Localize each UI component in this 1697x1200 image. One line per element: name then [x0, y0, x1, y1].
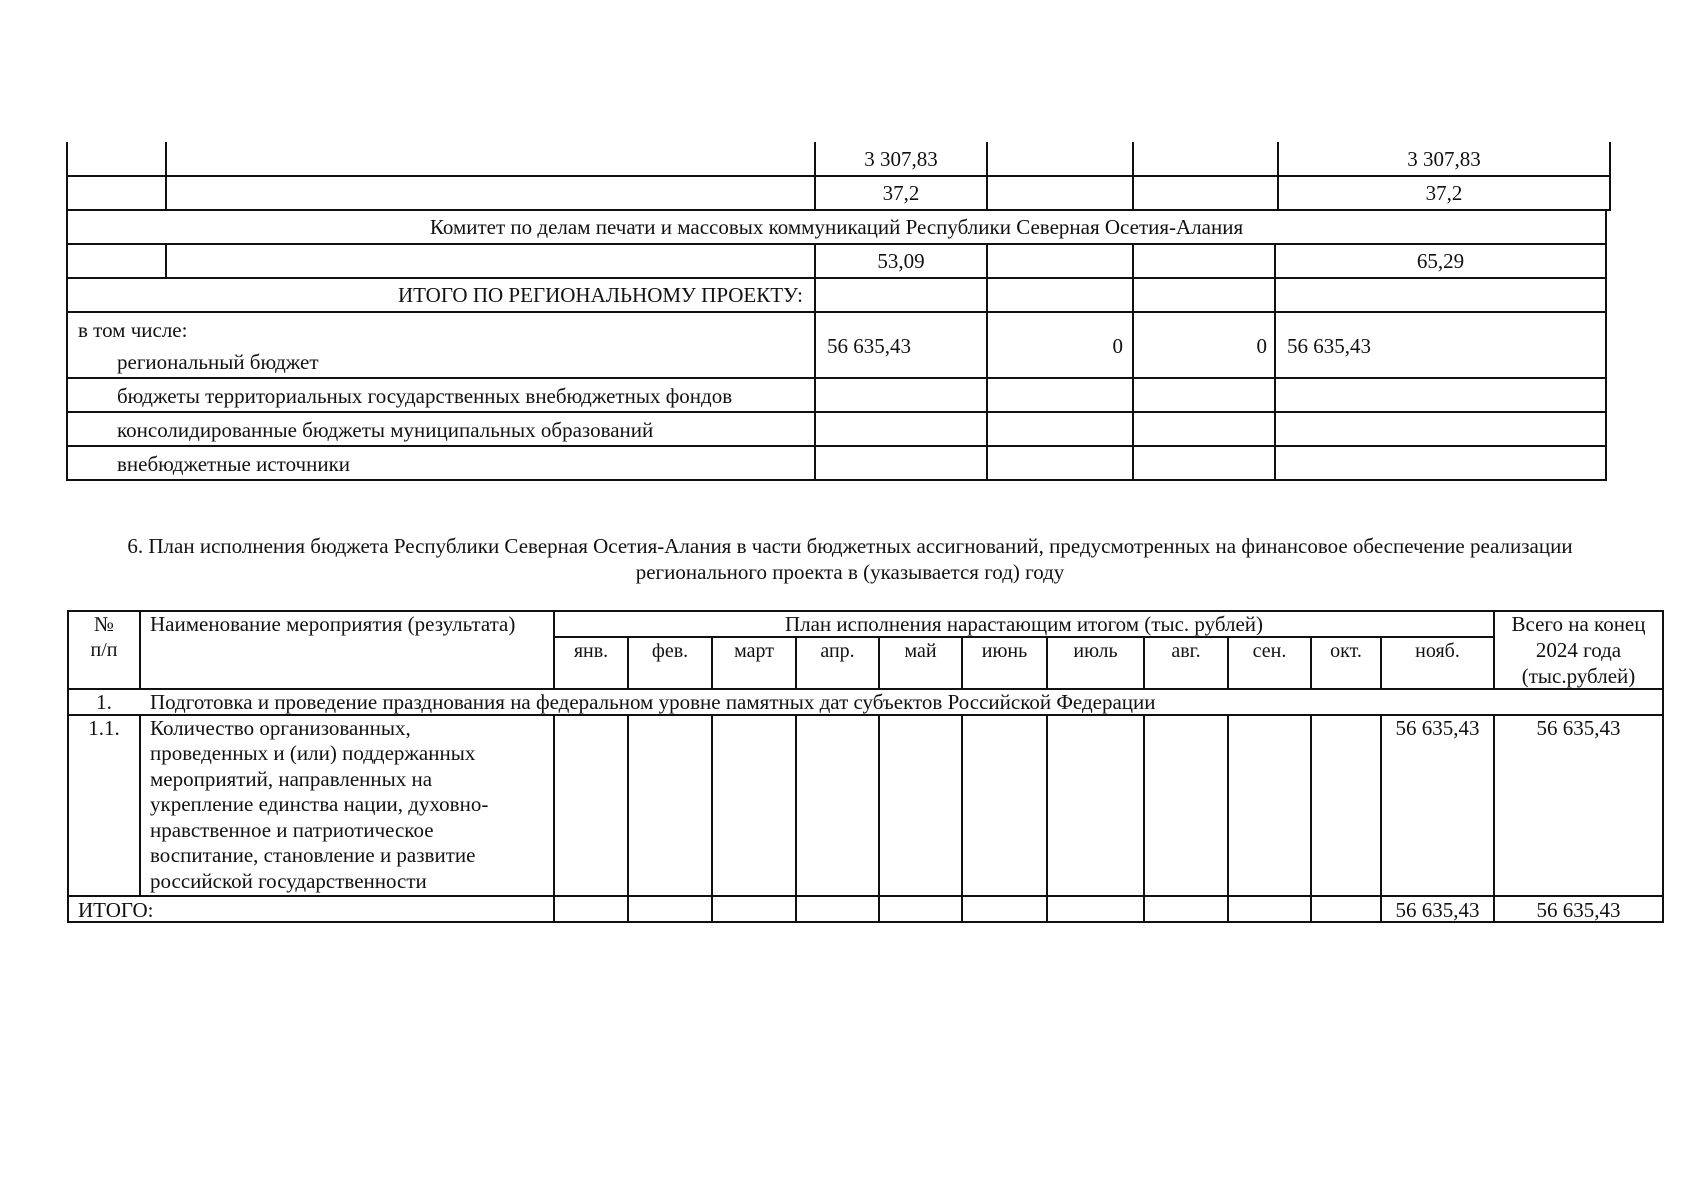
- month-feb: фев.: [651, 640, 689, 662]
- regional-project-total-label: ИТОГО ПО РЕГИОНАЛЬНОМУ ПРОЕКТУ:: [397, 283, 803, 307]
- regional-budget-col-c: 56 635,43: [827, 334, 911, 358]
- month-nov: нояб.: [1415, 640, 1460, 662]
- offbudget-sources-label: внебюджетные источники: [117, 452, 351, 476]
- header-total-line2: 2024 года: [1535, 638, 1622, 662]
- month-may: май: [904, 640, 937, 662]
- month-apr: апр.: [820, 640, 855, 662]
- header-total-line1: Всего на конец: [1511, 612, 1646, 636]
- regional-budget-col-e: 0: [1256, 334, 1267, 358]
- month-sep: сен.: [1252, 640, 1287, 662]
- committee-title: Комитет по делам печати и массовых коммуникаций Республики Северная Осетия-Алания: [429, 215, 1244, 239]
- extrabudgetary-funds-label: бюджеты территориальных государственных внебюджетных фондов: [117, 384, 733, 408]
- item-name-line: укрепление единства нации, духовно-: [150, 792, 489, 816]
- row1-col-f-value: 3 307,83: [1407, 147, 1481, 171]
- header-number-line1: №: [93, 612, 115, 636]
- header-total-line3: (тыс.рублей): [1521, 664, 1636, 688]
- month-jul: июль: [1073, 640, 1118, 662]
- item-name-line: Количество организованных,: [150, 716, 411, 740]
- month-aug: авг.: [1171, 640, 1201, 662]
- header-number-line2: п/п: [90, 639, 118, 661]
- regional-budget-col-f: 56 635,43: [1287, 334, 1371, 358]
- row4-col-c-value: 53,09: [877, 249, 925, 273]
- month-oct: окт.: [1330, 640, 1362, 662]
- item-name-line: проведенных и (или) поддержанных: [150, 741, 476, 765]
- row2-col-c-value: 37,2: [882, 181, 920, 205]
- row4-col-f-value: 65,29: [1416, 249, 1465, 273]
- item-total-value: 56 635,43: [1536, 716, 1621, 740]
- plan-total-label: ИТОГО:: [78, 898, 154, 922]
- regional-budget-label: региональный бюджет: [117, 350, 319, 374]
- row2-col-f-value: 37,2: [1425, 181, 1463, 205]
- item-name-line: воспитание, становление и развитие: [150, 843, 476, 867]
- header-activity-name: Наименование мероприятия (результата): [150, 612, 516, 636]
- item-number: 1.1.: [88, 716, 120, 740]
- item-name-line: российской государственности: [150, 869, 427, 893]
- month-mar: март: [734, 640, 774, 662]
- item-nov-value: 56 635,43: [1395, 716, 1480, 740]
- regional-budget-col-d: 0: [1112, 334, 1123, 358]
- month-jun: июнь: [981, 640, 1028, 662]
- section-title: Подготовка и проведение празднования на федеральном уровне памятных дат субъектов Российской Федерации: [150, 690, 1156, 714]
- plan-total-total-value: 56 635,43: [1536, 898, 1621, 922]
- item-name-line: нравственное и патриотическое: [150, 818, 434, 842]
- header-plan-cumulative: План исполнения нарастающим итогом (тыс. рублей): [784, 612, 1264, 636]
- section6-title-line1: 6. План исполнения бюджета Республики Северная Осетия-Алания в части бюджетных ассигнований, предусмотренных на финансовое обеспечение реализации: [127, 534, 1573, 558]
- including-label: в том числе:: [78, 318, 188, 342]
- section6-title-line2: регионального проекта в (указывается год) году: [635, 560, 1065, 584]
- municipal-budgets-label: консолидированные бюджеты муниципальных образований: [117, 418, 654, 442]
- plan-total-nov-value: 56 635,43: [1395, 898, 1480, 922]
- item-name-line: мероприятий, направленных на: [150, 767, 433, 791]
- month-jan: янв.: [573, 640, 609, 662]
- row1-col-c-value: 3 307,83: [864, 147, 938, 171]
- section-number: 1.: [96, 690, 112, 714]
